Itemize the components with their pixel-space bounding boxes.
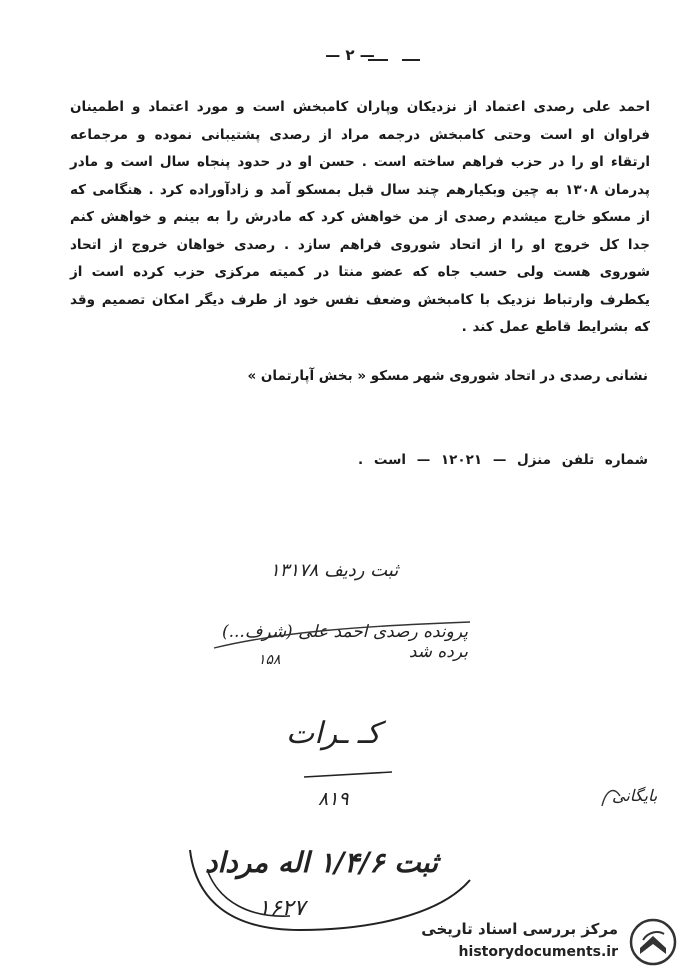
fraction-line [304, 772, 392, 777]
handwritten-bottom-number: ۱۶۲۷ [258, 896, 306, 921]
handwritten-side-note: بایگانی [612, 786, 658, 805]
watermark-url: historydocuments.ir [458, 944, 618, 960]
phone-line: شماره تلفن منزل — ۱۲۰۲۱ — است . [357, 452, 648, 468]
handwritten-note: پرونده رصدی احمد علی (شرف...) برده شد [221, 622, 468, 662]
handwritten-registration: ثبت ردیف ۱۳۱۷۸ [270, 560, 399, 581]
handwritten-signature: کـ ـرات [286, 716, 381, 751]
handwritten-bottom-note: ثبت ۱/۴/۶ اله مرداد [205, 846, 439, 879]
handwritten-number: ۸۱۹ [318, 788, 349, 810]
main-paragraph: احمد علی رصدی اعتماد از نزدیکان وپاران کامبخش است و مورد اعتماد و اطمینان فراوان او است وحتی کامبخش درجمه‌ مراد از رصدی پشتیبانی نموده و مرجماعه ارتقاء او را در حزب فراهم ساخته است . حسن او در حدود پنجاه سال است و مادر پدرمان ۱۳۰۸ به چین وبکیارهم چند سال قبل بمسکو آمد و زادآوراده کرد . هنگامی که از مسکو خارج میشدم رصدی از من خواهش کرد که مادرش را به بینم و خواهش کنم جدا کل خروج او را از اتحاد شوروی فراهم سازد . رصدی خواهان خروج از اتحاد شوروی هست ولی حسب جاه که عضو منتا در کمیته مرکزی حزب کرده است از یکطرف وارتباط نزدیک با کامبخش وضعف نفس خود از طرف دیگر امکان تصمیم وقد که بشرایط قاطع عمل کند . [70, 99, 650, 335]
handwritten-note-number: ۱۵۸ [258, 652, 281, 668]
watermark-title: مرکز بررسی اسناد تاریخی [421, 920, 618, 938]
page-number: — ۲ — [325, 46, 375, 64]
book-seal-icon [628, 918, 678, 966]
address-line: نشانی رصدی در اتحاد شوروی شهر مسکو « بخش آپارتمان » [247, 368, 648, 384]
watermark-logo [418, 916, 680, 968]
